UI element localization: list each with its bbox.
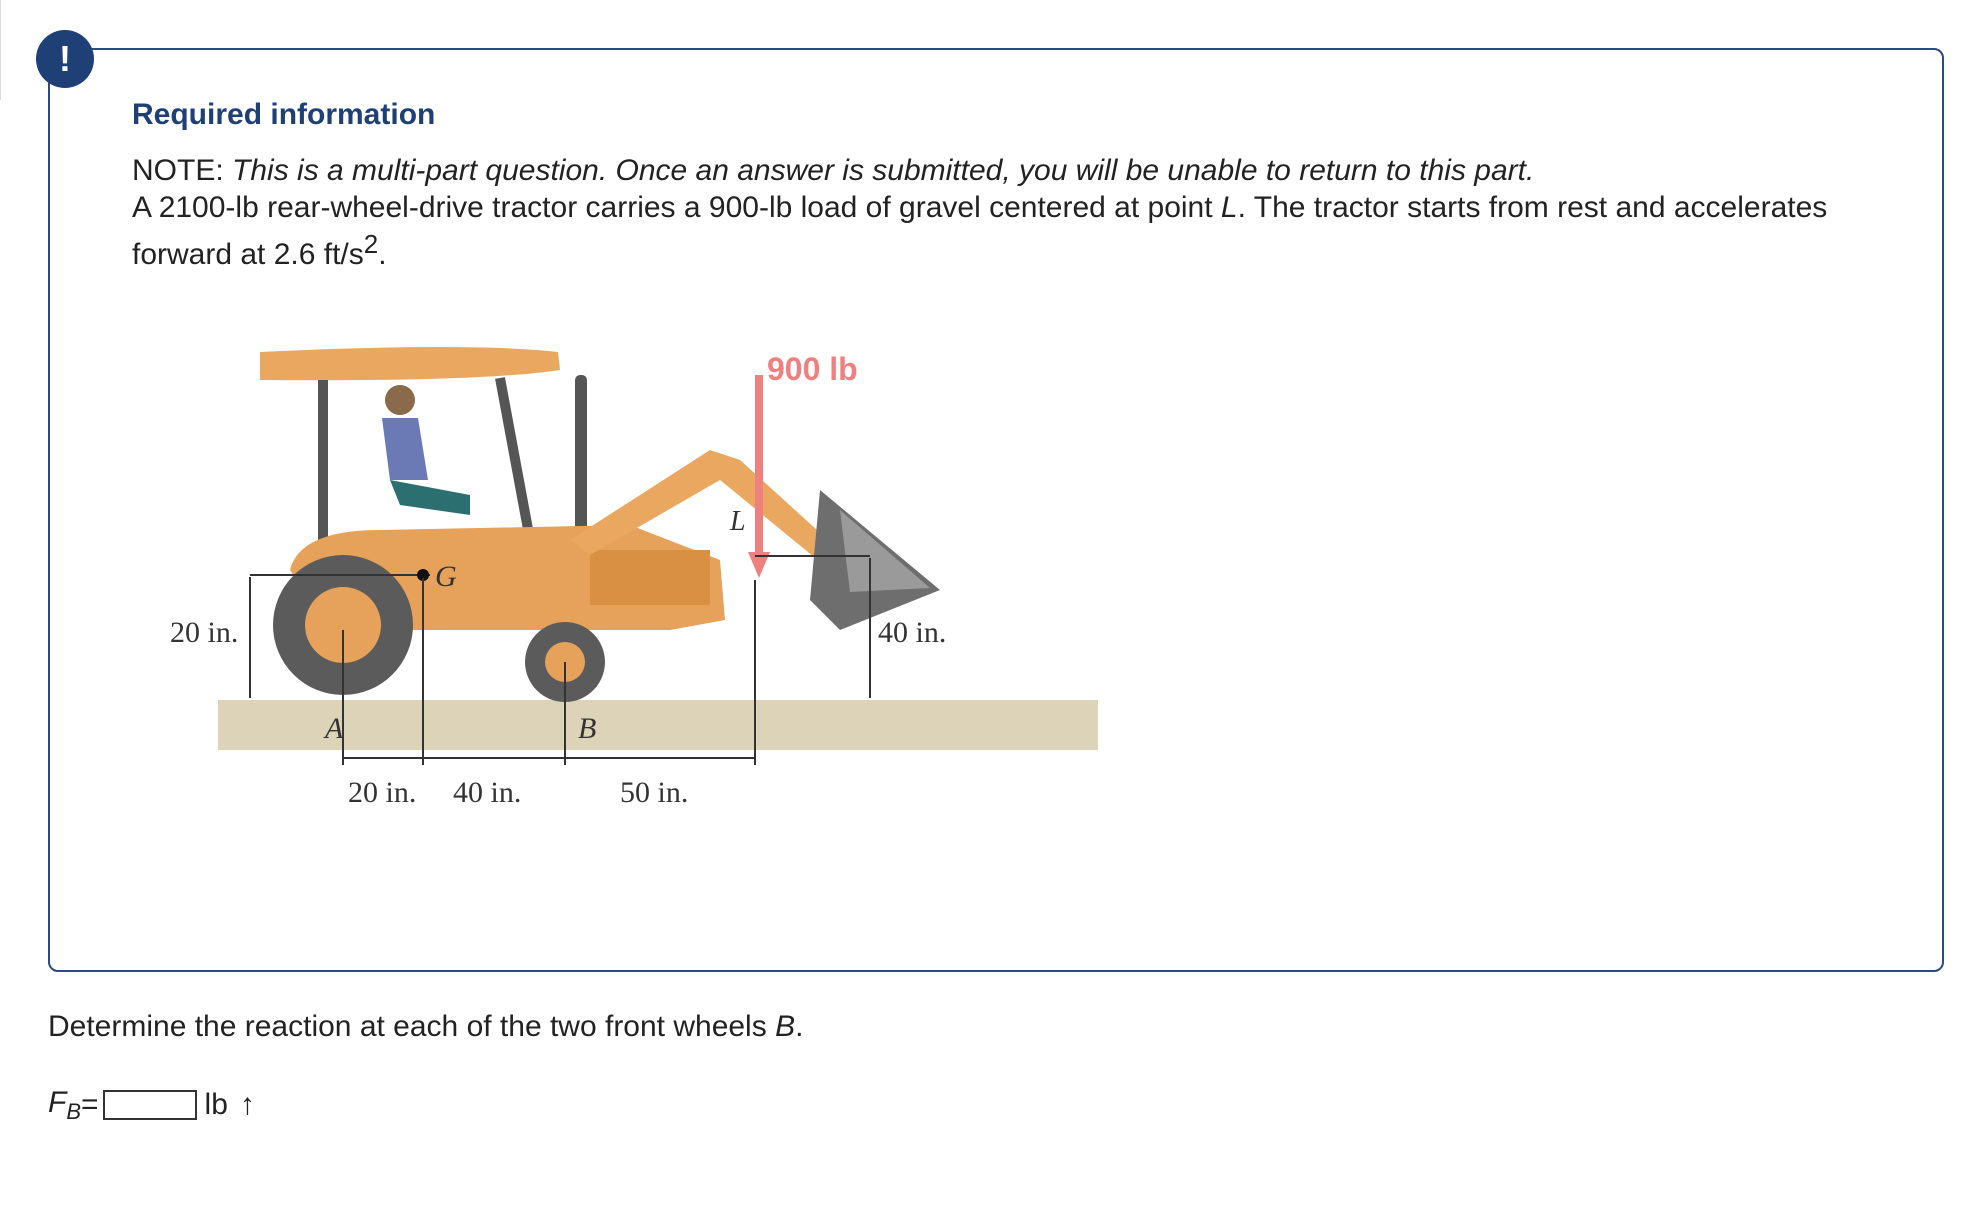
exhaust-pipe	[575, 375, 587, 550]
dim-B-L: 50 in.	[620, 776, 689, 809]
page-edge-divider	[0, 0, 1, 100]
note-label: NOTE:	[132, 154, 224, 187]
alert-symbol: !	[59, 38, 71, 79]
tractor-figure	[150, 330, 1300, 950]
problem-text-end: .	[378, 238, 387, 271]
dim-left-height: 20 in.	[170, 616, 239, 649]
load-force-label: 900 lb	[767, 351, 858, 387]
question-text	[48, 1010, 803, 1044]
problem-point-L: L	[1220, 191, 1238, 224]
up-arrow-icon: ↑	[239, 1088, 255, 1121]
question-end: .	[795, 1010, 804, 1043]
bucket-inner	[840, 510, 930, 592]
label-B: B	[578, 712, 597, 745]
dim-right-height: 40 in.	[878, 616, 947, 649]
required-information-heading: Required information	[132, 98, 436, 131]
answer-unit: lb	[204, 1088, 228, 1121]
rollbar-rear	[318, 380, 328, 540]
driver-legs	[390, 480, 470, 515]
alert-icon	[36, 30, 94, 88]
answer-row	[48, 1085, 255, 1125]
note-text: This is a multi-part question. Once an answer is submitted, you will be unable to return to this part.	[232, 154, 1535, 187]
answer-var-sub: B	[66, 1098, 82, 1124]
question-prefix: Determine the reaction at each of the two front wheels	[48, 1010, 767, 1043]
dim-A-G: 20 in.	[348, 776, 417, 809]
driver-head	[385, 385, 415, 415]
question-point-B: B	[775, 1010, 796, 1043]
problem-exponent: 2	[363, 229, 379, 259]
canopy	[260, 347, 560, 380]
dim-G-B: 40 in.	[453, 776, 522, 809]
rollbar-front	[500, 378, 530, 540]
equals-sign: =	[81, 1088, 99, 1121]
reaction-answer-input[interactable]	[103, 1090, 197, 1120]
label-A: A	[325, 712, 344, 745]
label-G: G	[435, 560, 457, 593]
ground	[218, 700, 1098, 750]
label-L: L	[730, 506, 746, 537]
answer-variable	[48, 1086, 81, 1125]
driver-torso	[382, 418, 428, 480]
problem-statement	[132, 152, 1852, 273]
grille	[590, 550, 710, 605]
load-force-shaft	[755, 375, 763, 560]
problem-text-suffix: . The tractor starts from rest and accelerates forward at 2.6 ft/s	[132, 191, 1828, 271]
answer-var-main: F	[48, 1085, 67, 1119]
problem-text-prefix: A 2100-lb rear-wheel-drive tractor carries a 900-lb load of gravel centered at point	[132, 191, 1213, 224]
